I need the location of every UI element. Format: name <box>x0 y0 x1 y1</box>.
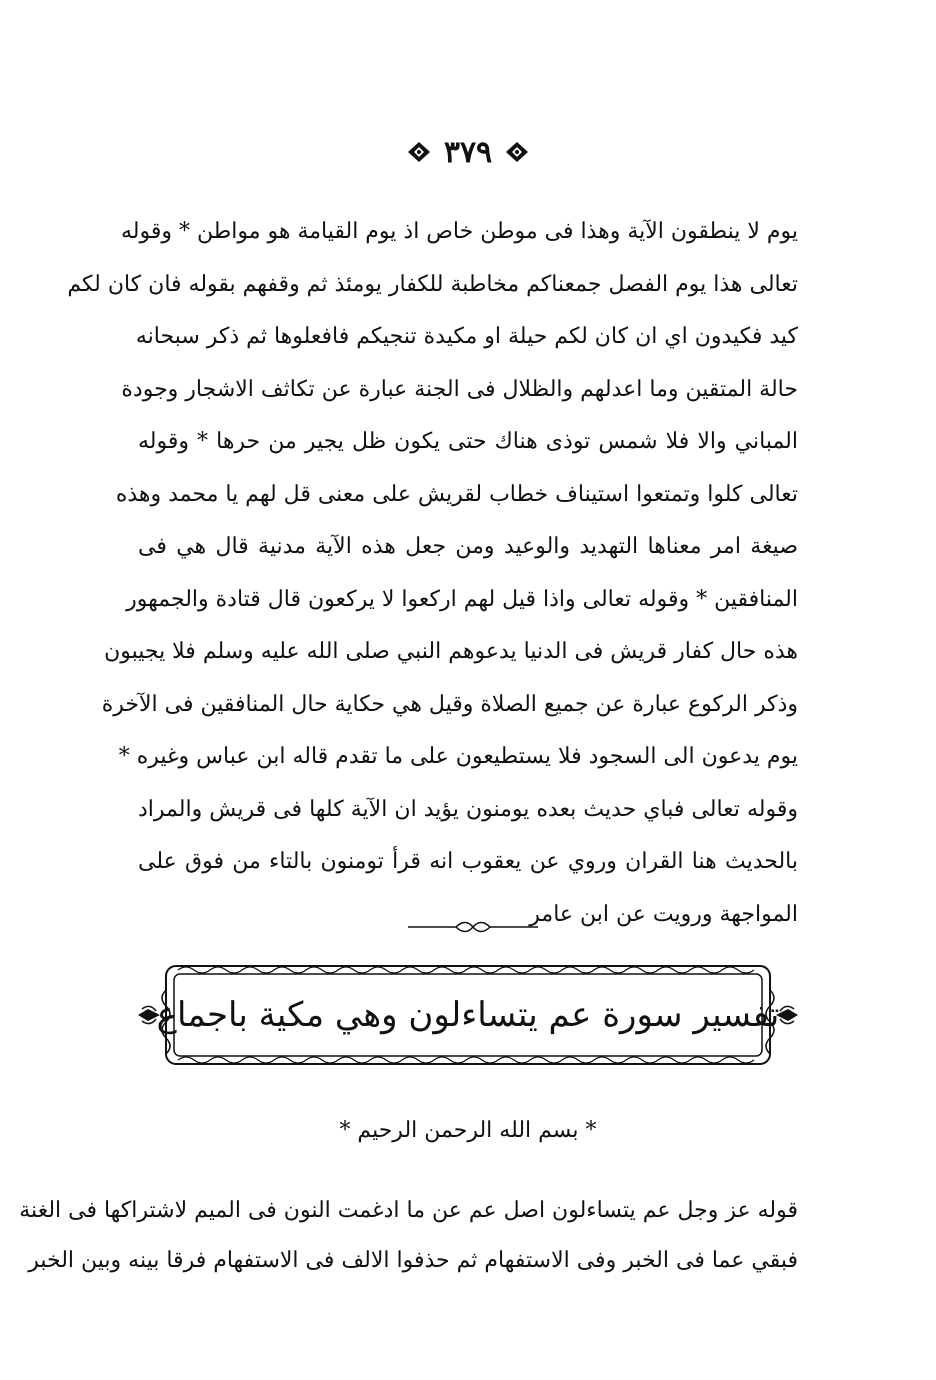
surah-title-frame <box>138 960 798 1070</box>
text-line: وذكر الركوع عبارة عن جميع الصلاة وقيل هي حكاية حال المنافقين فى الآخرة <box>101 691 798 717</box>
text-line: يوم لا ينطقون الآية وهذا فى موطن خاص اذ يوم القيامة هو مواطن * وقوله <box>120 219 798 244</box>
following-paragraph <box>19 1186 798 1286</box>
page-header <box>0 132 936 172</box>
right-ornament-icon <box>406 139 432 165</box>
text-line: هذه حال كفار قريش فى الدنيا يدعوهم النبي صلى الله عليه وسلم فلا يجيبون <box>104 639 798 664</box>
text-line: كيد فكيدون اي ان كان لكم حيلة او مكيدة تنجيكم فافعلوها ثم ذكر سبحانه <box>135 324 798 349</box>
surah-title: تفسير سورة عم يتساءلون وهي مكية باجماع <box>156 995 780 1035</box>
text-line: المباني والا فلا شمس توذى هناك حتى يكون ظل يجير من حرها * وقوله <box>138 429 798 454</box>
text-line: حالة المتقين وما اعدلهم والظلال فى الجنة عبارة عن تكاثف الاشجار وجودة <box>121 376 798 402</box>
text-line: يوم يدعون الى السجود فلا يستطيعون على ما تقدم قاله ابن عباس وغيره * <box>118 744 798 769</box>
text-line: فبقي عما فى الخبر وفى الاستفهام ثم حذفوا الالف فى الاستفهام فرقا بينه وبين الخبر <box>28 1248 798 1273</box>
text-line: المواجهة ورويت عن ابن عامر <box>529 901 798 927</box>
text-line: المنافقين * وقوله تعالى واذا قيل لهم اركعوا لا يركعون قال قتادة والجمهور <box>126 586 798 612</box>
text-line: وقوله تعالى فباي حديث بعده يومنون يؤيد ان الآية كلها فى قريش والمراد <box>138 796 798 822</box>
left-ornament-icon <box>504 139 530 165</box>
basmala: * بسم الله الرحمن الرحيم * <box>339 1118 597 1143</box>
text-line: تعالى كلوا وتمتعوا استيناف خطاب لقريش على معنى قل لهم يا محمد وهذه <box>115 481 798 507</box>
text-line: قوله عز وجل عم يتساءلون اصل عم عن ما ادغمت النون فى الميم لاشتراكها فى الغنة <box>19 1198 798 1223</box>
page-number: ٣٧٩ <box>443 134 493 170</box>
text-line: صيغة امر معناها التهديد والوعيد ومن جعل هذه الآية مدنية قال هي فى <box>138 534 798 559</box>
text-line: تعالى هذا يوم الفصل جمعناكم مخاطبة للكفار يومئذ ثم وقفهم بقوله فان كان لكم <box>67 271 798 297</box>
section-divider <box>408 920 538 934</box>
commentary-paragraph <box>67 206 798 941</box>
text-line: بالحديث هنا القران وروي عن يعقوب انه قرأ تومنون بالتاء من فوق على <box>138 849 798 874</box>
